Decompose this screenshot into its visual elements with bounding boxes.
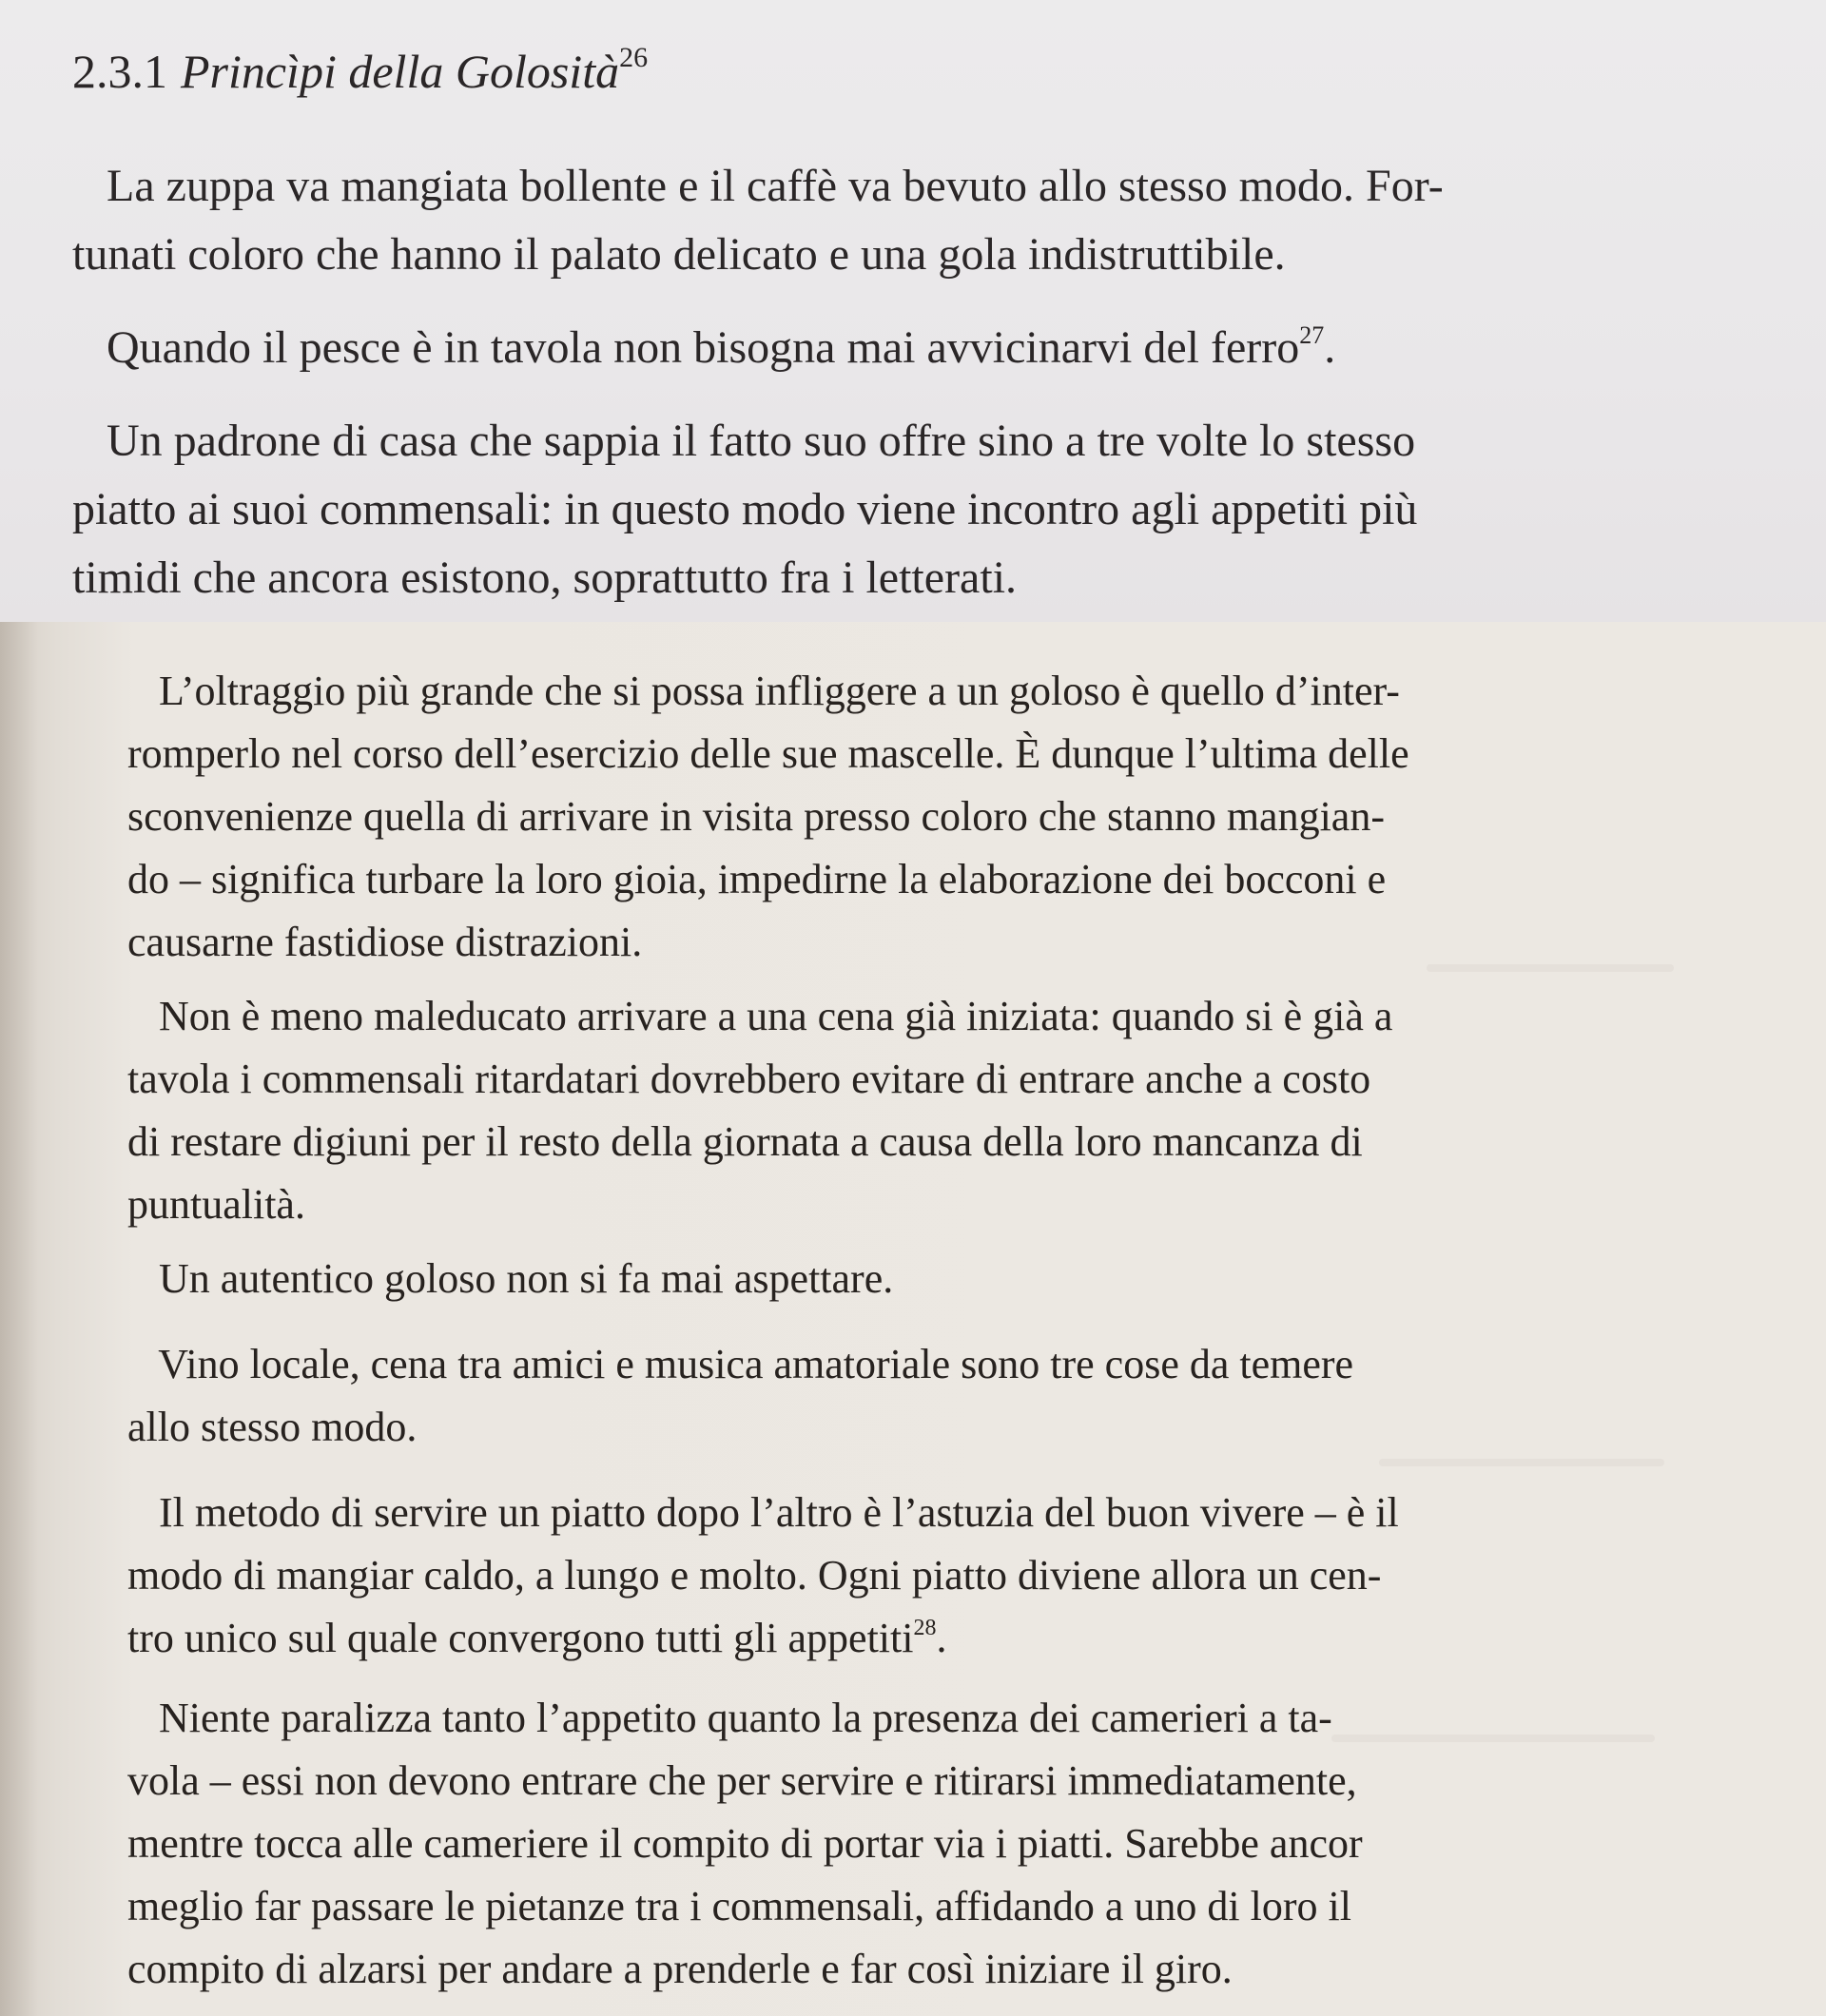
text-line-end: . (936, 1615, 947, 1661)
text-line: timidi che ancora esistono, soprattutto fra i letterati. (72, 552, 1018, 603)
footnote-marker: 28 (913, 1616, 937, 1640)
text-line: causarne fastidiose distrazioni. (127, 919, 643, 965)
footnote-marker: 27 (1299, 321, 1325, 349)
text-line: Un padrone di casa che sappia il fatto suo offre sino a tre volte lo stesso (72, 416, 1416, 466)
text-line: Il metodo di servire un piatto dopo l’altro è l’astuzia del buon vivere – è il (127, 1489, 1399, 1536)
top-page-segment (0, 0, 1826, 622)
text-line: Un autentico goloso non si fa mai aspettare. (127, 1255, 894, 1302)
text-line: do – significa turbare la loro gioia, impedirne la elaborazione dei bocconi e (127, 856, 1387, 902)
paragraph-zuppa (72, 152, 1765, 289)
paragraph-autentico-goloso (127, 1248, 1706, 1310)
paragraph-pesce (72, 314, 1765, 382)
paragraph-padrone (72, 407, 1765, 612)
text-line: allo stesso modo. (127, 1404, 418, 1450)
text-line: puntualità. (127, 1181, 305, 1228)
bleed-through-mark (1379, 1459, 1664, 1466)
paragraph-maleducato (127, 985, 1706, 1236)
text-line: vola – essi non devono entrare che per servire e ritirarsi immediatamente, (127, 1757, 1357, 1804)
paragraph-oltraggio (127, 660, 1706, 974)
paragraph-metodo-servire (127, 1482, 1706, 1670)
paragraph-camerieri (127, 1687, 1706, 2001)
text-line: Quando il pesce è in tavola non bisogna mai avvicinarvi del ferro (72, 322, 1300, 373)
paragraph-vino-locale (127, 1333, 1706, 1459)
text-line-end: . (1324, 322, 1336, 373)
text-line: meglio far passare le pietanze tra i commensali, affidando a uno di loro il (127, 1883, 1351, 1929)
text-line: sconvenienze quella di arrivare in visita presso coloro che stanno mangian- (127, 793, 1385, 840)
text-line: mentre tocca alle cameriere il compito di portar via i piatti. Sarebbe ancor (127, 1820, 1363, 1867)
bottom-page-segment (0, 622, 1826, 2016)
text-line: Non è meno maleducato arrivare a una cena già iniziata: quando si è già a (127, 993, 1393, 1039)
text-line: tunati coloro che hanno il palato delicato e una gola indistruttibile. (72, 229, 1286, 280)
text-line: modo di mangiar caldo, a lungo e molto. Ogni piatto diviene allora un cen- (127, 1552, 1382, 1599)
text-line: L’oltraggio più grande che si possa infliggere a un goloso è quello d’inter- (127, 668, 1400, 714)
text-line: compito di alzarsi per andare a prenderle e far così iniziare il giro. (127, 1946, 1233, 1992)
text-line: Niente paralizza tanto l’appetito quanto la presenza dei camerieri a ta- (127, 1695, 1332, 1741)
section-title: Princìpi della Golosità (181, 45, 620, 98)
footnote-marker: 26 (619, 42, 649, 73)
text-line: romperlo nel corso dell’esercizio delle sue mascelle. È dunque l’ultima delle (127, 730, 1409, 777)
section-number: 2.3.1 (72, 45, 167, 98)
text-line: tavola i commensali ritardatari dovrebbero evitare di entrare anche a costo (127, 1056, 1371, 1102)
text-line: tro unico sul quale convergono tutti gli appetiti (127, 1615, 914, 1661)
text-line: piatto ai suoi commensali: in questo modo viene incontro agli appetiti più (72, 484, 1418, 534)
text-line: di restare digiuni per il resto della giornata a causa della loro mancanza di (127, 1118, 1363, 1165)
text-line: Vino locale, cena tra amici e musica amatoriale sono tre cose da temere (127, 1341, 1354, 1387)
section-heading (72, 38, 648, 105)
text-line: La zuppa va mangiata bollente e il caffè va bevuto allo stesso modo. For- (72, 161, 1444, 211)
